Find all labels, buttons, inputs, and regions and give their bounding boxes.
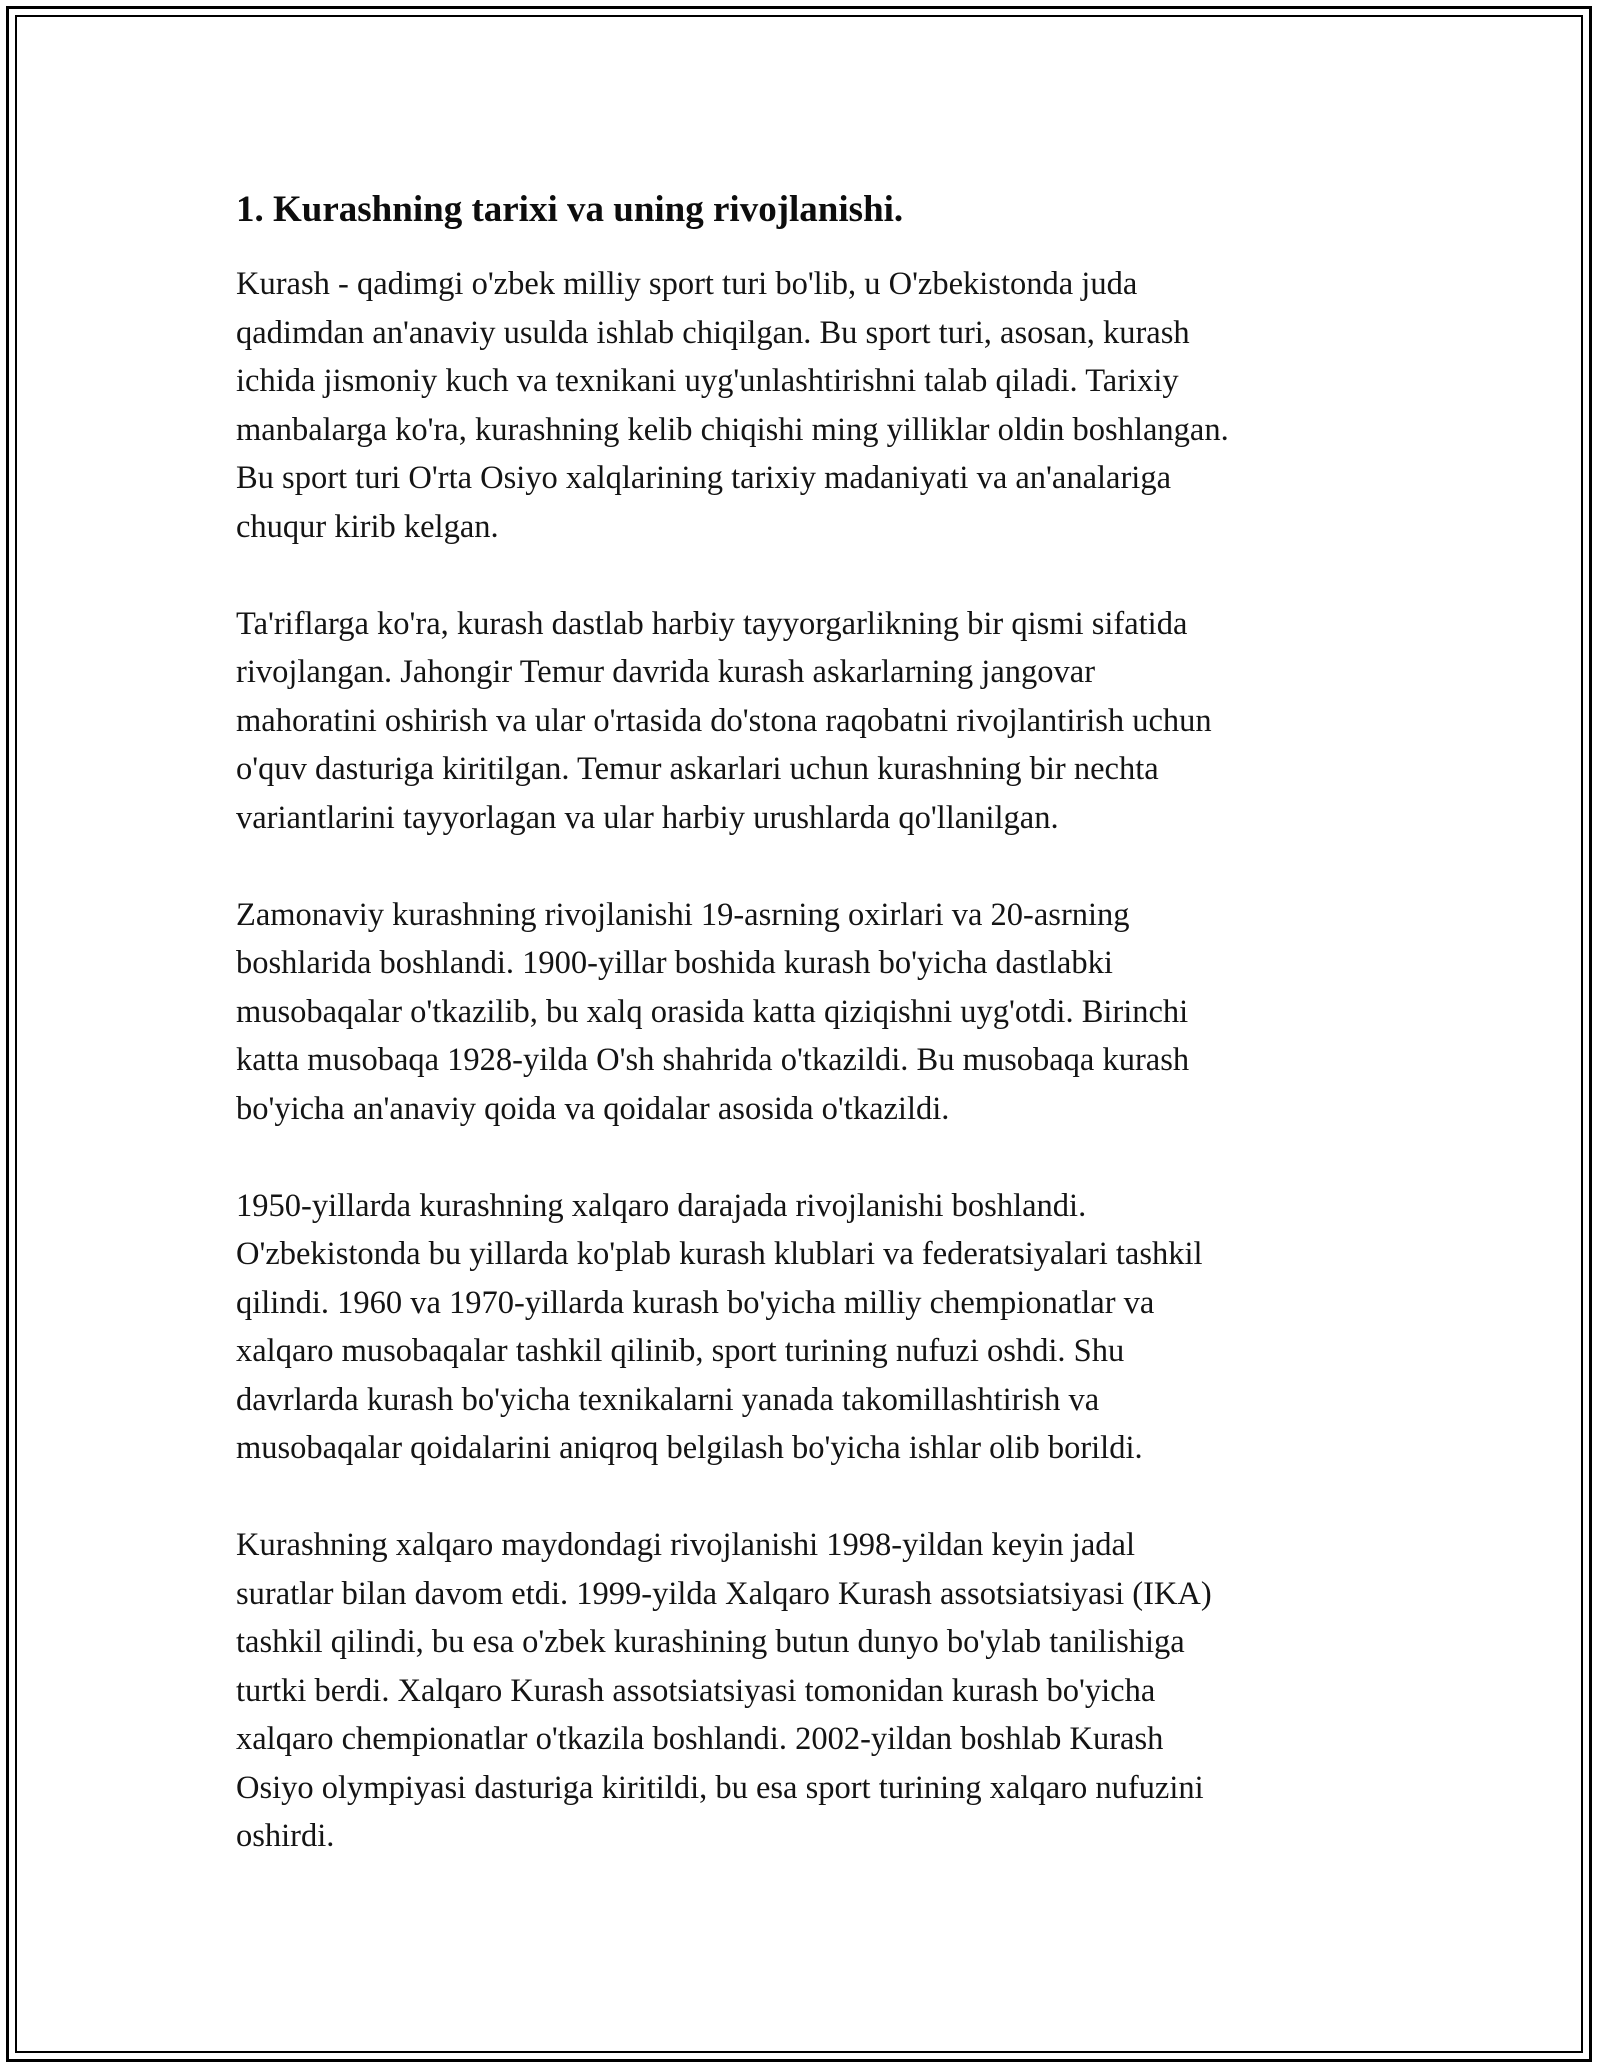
paragraph-line: chuqur kirib kelgan.	[236, 508, 499, 545]
paragraph-line: Ta'riflarga ko'ra, kurash dastlab harbiy tayyorgarlikning bir qismi sifatida	[236, 605, 1188, 642]
paragraph-line: musobaqalar o'tkazilib, bu xalq orasida katta qiziqishni uyg'otdi. Birinchi	[236, 993, 1189, 1030]
paragraph-line: turtki berdi. Xalqaro Kurash assotsiatsiyasi tomonidan kurash bo'yicha	[236, 1672, 1156, 1709]
paragraph-line: qilindi. 1960 va 1970-yillarda kurash bo'yicha milliy chempionatlar va	[236, 1284, 1155, 1321]
paragraph-line: oshirdi.	[236, 1818, 335, 1854]
paragraph-1	[236, 260, 1366, 551]
paragraph-2	[236, 600, 1366, 843]
paragraph-5	[236, 1521, 1366, 1861]
paragraph-line: variantlarini tayyorlagan va ular harbiy urushlarda qo'llanilgan.	[236, 799, 1059, 836]
paragraph-line: manbalarga ko'ra, kurashning kelib chiqishi ming yilliklar oldin boshlangan.	[236, 411, 1229, 448]
paragraph-line: Zamonaviy kurashning rivojlanishi 19-asrning oxirlari va 20-asrning	[236, 896, 1130, 933]
paragraph-line: tashkil qilindi, bu esa o'zbek kurashining butun dunyo bo'ylab tanilishiga	[236, 1624, 1185, 1660]
paragraph-3	[236, 891, 1366, 1134]
paragraph-line: bo'yicha an'anaviy qoida va qoidalar asosida o'tkazildi.	[236, 1090, 950, 1127]
paragraph-line: Bu sport turi O'rta Osiyo xalqlarining tarixiy madaniyati va an'analariga	[236, 460, 1171, 496]
paragraph-line: suratlar bilan davom etdi. 1999-yilda Xalqaro Kurash assotsiatsiyasi (IKA)	[236, 1575, 1212, 1612]
paragraph-line: musobaqalar qoidalarini aniqroq belgilash bo'yicha ishlar olib borildi.	[236, 1430, 1143, 1466]
paragraph-line: xalqaro chempionatlar o'tkazila boshlandi. 2002-yildan boshlab Kurash	[236, 1721, 1164, 1757]
paragraph-line: rivojlangan. Jahongir Temur davrida kurash askarlarning jangovar	[236, 654, 1096, 690]
paragraph-line: mahoratini oshirish va ular o'rtasida do'stona raqobatni rivojlantirish uchun	[236, 702, 1212, 739]
section-heading: 1. Kurashning tarixi va uning rivojlanishi.	[236, 189, 904, 230]
document-body	[236, 186, 1366, 1909]
paragraph-line: qadimdan an'anaviy usulda ishlab chiqilgan. Bu sport turi, asosan, kurash	[236, 314, 1190, 351]
paragraph-line: 1950-yillarda kurashning xalqaro darajada rivojlanishi boshlandi.	[236, 1187, 1087, 1224]
paragraph-line: o'quv dasturiga kiritilgan. Temur askarlari uchun kurashning bir nechta	[236, 751, 1159, 787]
paragraph-line: xalqaro musobaqalar tashkil qilinib, sport turining nufuzi oshdi. Shu	[236, 1333, 1125, 1369]
paragraph-4	[236, 1182, 1366, 1473]
paragraph-line: boshlarida boshlandi. 1900-yillar boshida kurash bo'yicha dastlabki	[236, 945, 1113, 981]
paragraph-line: Kurashning xalqaro maydondagi rivojlanishi 1998-yildan keyin jadal	[236, 1527, 1135, 1563]
paragraph-line: Kurash - qadimgi o'zbek milliy sport turi bo'lib, u O'zbekistonda juda	[236, 266, 1138, 302]
paragraph-line: O'zbekistonda bu yillarda ko'plab kurash klublari va federatsiyalari tashkil	[236, 1236, 1203, 1272]
paragraph-line: ichida jismoniy kuch va texnikani uyg'unlashtirishni talab qiladi. Tarixiy	[236, 363, 1179, 399]
paragraph-line: davrlarda kurash bo'yicha texnikalarni yanada takomillashtirish va	[236, 1381, 1100, 1418]
paragraph-line: katta musobaqa 1928-yilda O'sh shahrida o'tkazildi. Bu musobaqa kurash	[236, 1042, 1190, 1078]
paragraph-line: Osiyo olympiyasi dasturiga kiritildi, bu esa sport turining xalqaro nufuzini	[236, 1769, 1204, 1806]
